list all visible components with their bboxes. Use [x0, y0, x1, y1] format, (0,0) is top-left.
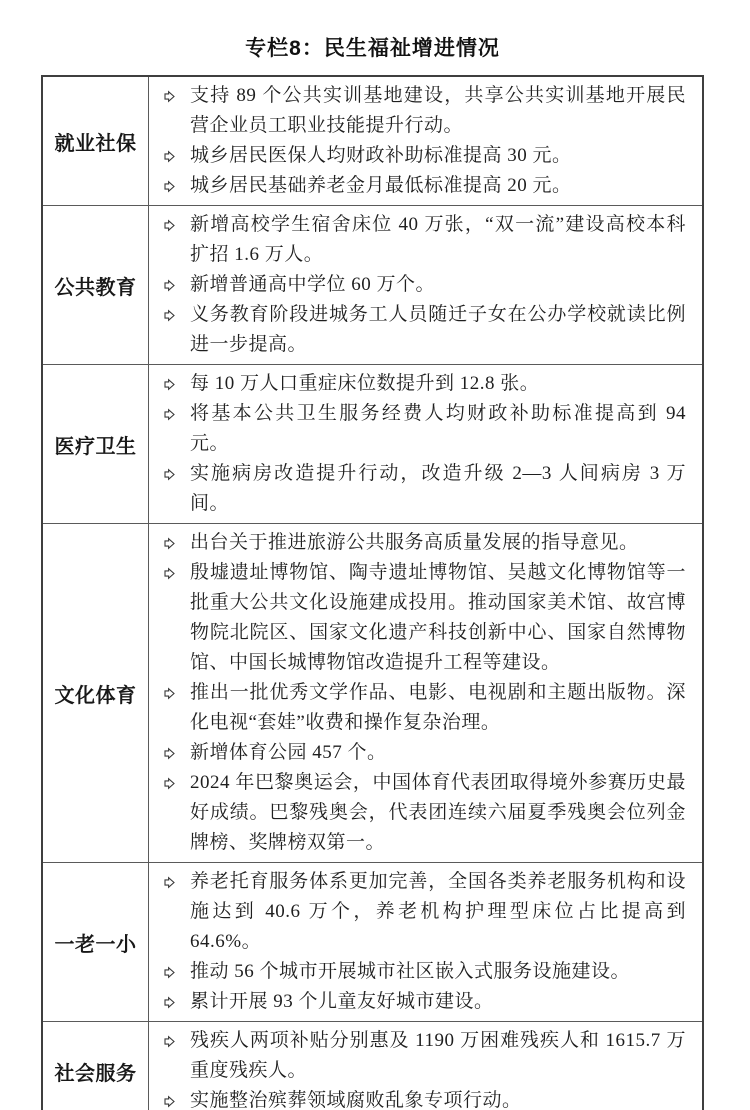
category-label: 社会服务 [43, 1022, 149, 1110]
item-text: 支持 89 个公共实训基地建设，共享公共实训基地开展民营企业员工职业技能提升行动。 [190, 85, 686, 136]
item-text: 每 10 万人口重症床位数提升到 12.8 张。 [190, 373, 540, 394]
item-text: 新增高校学生宿舍床位 40 万张，“双一流”建设高校本科扩招 1.6 万人。 [190, 214, 686, 265]
item-text: 残疾人两项补贴分别惠及 1190 万困难残疾人和 1615.7 万重度残疾人。 [190, 1030, 686, 1081]
category-label: 医疗卫生 [43, 365, 149, 523]
items-cell [149, 365, 702, 523]
items-cell [149, 206, 702, 364]
list-item [149, 1086, 686, 1110]
hollow-right-arrow-icon [149, 987, 190, 1017]
list-item [149, 1026, 686, 1086]
item-text: 将基本公共卫生服务经费人均财政补助标准提高到 94 元。 [190, 403, 686, 454]
items-cell [149, 77, 702, 205]
hollow-right-arrow-icon [149, 81, 190, 111]
items-cell [149, 1022, 702, 1110]
hollow-right-arrow-icon [149, 459, 190, 489]
table-row [43, 205, 702, 364]
hollow-right-arrow-icon [149, 1086, 190, 1110]
item-text: 义务教育阶段进城务工人员随迁子女在公办学校就读比例进一步提高。 [190, 304, 686, 355]
items-cell [149, 524, 702, 862]
item-text: 实施病房改造提升行动，改造升级 2—3 人间病房 3 万间。 [190, 463, 686, 514]
table-row [43, 364, 702, 523]
hollow-right-arrow-icon [149, 270, 190, 300]
table-row [43, 862, 702, 1021]
category-label: 公共教育 [43, 206, 149, 364]
list-item [149, 528, 686, 558]
table-row [43, 1021, 702, 1110]
item-text: 城乡居民医保人均财政补助标准提高 30 元。 [190, 145, 572, 166]
hollow-right-arrow-icon [149, 738, 190, 768]
list-item [149, 369, 686, 399]
hollow-right-arrow-icon [149, 141, 190, 171]
hollow-right-arrow-icon [149, 957, 190, 987]
hollow-right-arrow-icon [149, 300, 190, 330]
item-text: 城乡居民基础养老金月最低标准提高 20 元。 [190, 175, 572, 196]
hollow-right-arrow-icon [149, 558, 190, 588]
list-item [149, 957, 686, 987]
item-text: 累计开展 93 个儿童友好城市建设。 [190, 991, 494, 1012]
list-item [149, 210, 686, 270]
hollow-right-arrow-icon [149, 210, 190, 240]
list-item [149, 81, 686, 141]
hollow-right-arrow-icon [149, 1026, 190, 1056]
hollow-right-arrow-icon [149, 678, 190, 708]
list-item [149, 558, 686, 678]
table-row [43, 77, 702, 205]
list-item [149, 141, 686, 171]
list-item [149, 678, 686, 738]
list-item [149, 270, 686, 300]
table-row [43, 523, 702, 862]
hollow-right-arrow-icon [149, 528, 190, 558]
item-text: 推出一批优秀文学作品、电影、电视剧和主题出版物。深化电视“套娃”收费和操作复杂治理。 [190, 682, 686, 733]
wellbeing-table [41, 75, 704, 1110]
item-text: 出台关于推进旅游公共服务高质量发展的指导意见。 [190, 532, 639, 553]
list-item [149, 459, 686, 519]
category-label: 一老一小 [43, 863, 149, 1021]
list-item [149, 171, 686, 201]
item-text: 推动 56 个城市开展城市社区嵌入式服务设施建设。 [190, 961, 631, 982]
hollow-right-arrow-icon [149, 171, 190, 201]
page-title: 专栏8：民生福祉增进情况 [245, 37, 500, 60]
item-text: 新增普通高中学位 60 万个。 [190, 274, 436, 295]
item-text: 新增体育公园 457 个。 [190, 742, 387, 763]
category-label: 文化体育 [43, 524, 149, 862]
hollow-right-arrow-icon [149, 867, 190, 897]
item-text: 实施整治殡葬领域腐败乱象专项行动。 [190, 1090, 522, 1110]
list-item [149, 738, 686, 768]
list-item [149, 768, 686, 858]
hollow-right-arrow-icon [149, 369, 190, 399]
list-item [149, 300, 686, 360]
list-item [149, 867, 686, 957]
list-item [149, 399, 686, 459]
list-item [149, 987, 686, 1017]
items-cell [149, 863, 702, 1021]
item-text: 2024 年巴黎奥运会，中国体育代表团取得境外参赛历史最好成绩。巴黎残奥会，代表团连续六届夏季残奥会位列金牌榜、奖牌榜双第一。 [190, 772, 686, 853]
category-label: 就业社保 [43, 77, 149, 205]
item-text: 养老托育服务体系更加完善，全国各类养老服务机构和设施达到 40.6 万个，养老机构护理型床位占比提高到 64.6%。 [190, 871, 686, 952]
hollow-right-arrow-icon [149, 399, 190, 429]
item-text: 殷墟遗址博物馆、陶寺遗址博物馆、吴越文化博物馆等一批重大公共文化设施建成投用。推动国家美术馆、故宫博物院北院区、国家文化遗产科技创新中心、国家自然博物馆、中国长城博物馆改造提升工程等建设。 [190, 562, 686, 673]
hollow-right-arrow-icon [149, 768, 190, 798]
